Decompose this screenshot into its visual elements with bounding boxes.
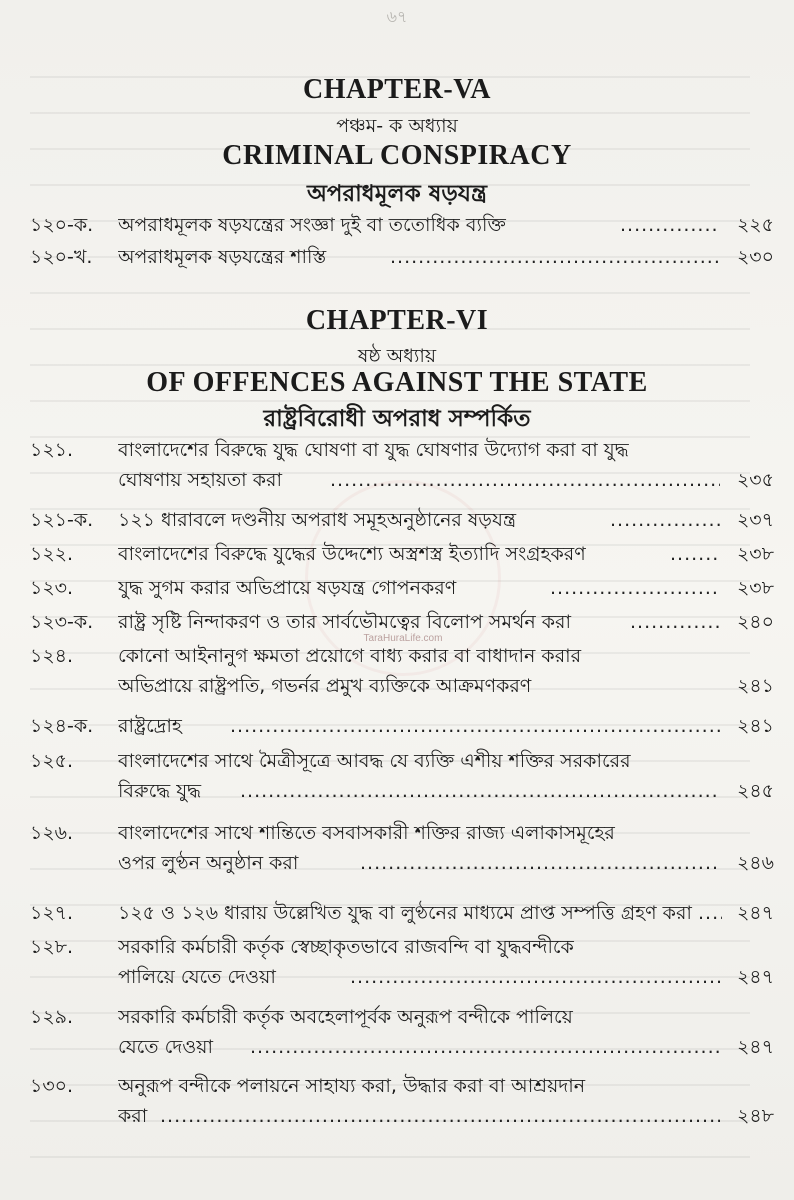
- watermark-text: TaraHuraLife.com: [363, 633, 443, 644]
- chapter-vi-title-bn: রাষ্ট্রবিরোধী অপরাধ সম্পর্কিত: [263, 406, 531, 432]
- section-number: ১২৩-ক.: [30, 611, 94, 633]
- page-number: ২৩৫: [736, 469, 774, 491]
- section-title: যুদ্ধ সুগম করার অভিপ্রায়ে ষড়যন্ত্র গোপনকরণ: [118, 577, 457, 599]
- leader-dots: [630, 607, 720, 637]
- leader-dots: [698, 898, 722, 928]
- page-number: ২৩৮: [736, 577, 774, 599]
- toc-entry[interactable]: [30, 898, 778, 928]
- section-number: ১২১.: [30, 439, 74, 461]
- section-number: ১২০-ক.: [30, 214, 94, 236]
- page-number: ২২৫: [736, 214, 774, 236]
- section-title-cont: যেতে দেওয়া: [118, 1036, 213, 1058]
- section-title: বাংলাদেশের সাথে মৈত্রীসূত্রে আবদ্ধ যে ব্যক্তি এশীয় শক্তির সরকারের: [118, 750, 631, 772]
- toc-entry[interactable]: [30, 1071, 778, 1131]
- leader-dots: [620, 210, 720, 240]
- leader-dots: [550, 573, 720, 603]
- page-number: ২৪১: [736, 715, 774, 737]
- toc-entry[interactable]: [30, 1002, 778, 1062]
- section-number: ১২১-ক.: [30, 509, 94, 531]
- section-title: বাংলাদেশের সাথে শান্তিতে বসবাসকারী শক্তির রাজ্য এলাকাসমূহের: [118, 822, 615, 844]
- section-number: ১৩০.: [30, 1075, 74, 1097]
- section-title: অনুরূপ বন্দীকে পলায়নে সাহায্য করা, উদ্ধার করা বা আশ্রয়দান: [118, 1075, 586, 1097]
- section-number: ১২৩.: [30, 577, 74, 599]
- section-number: ১২৬.: [30, 822, 74, 844]
- section-title: ১২১ ধারাবলে দণ্ডনীয় অপরাধ সমূহঅনুষ্ঠানের ষড়যন্ত্র: [118, 509, 517, 531]
- section-number: ১২০-খ.: [30, 246, 93, 268]
- chapter-va-heading: CHAPTER-VA: [302, 74, 492, 105]
- section-number: ১২২.: [30, 543, 74, 565]
- section-number: ১২৮.: [30, 936, 74, 958]
- leader-dots: [230, 711, 720, 741]
- chapter-vi-heading: CHAPTER-VI: [305, 305, 489, 336]
- section-title-cont: ঘোষণায় সহায়তা করা: [118, 469, 282, 491]
- leader-dots: [390, 242, 720, 272]
- section-title: বাংলাদেশের বিরুদ্ধে যুদ্ধের উদ্দেশ্যে অস্ত্রশস্ত্র ইত্যাদি সংগ্রহকরণ: [118, 543, 586, 565]
- toc-entry[interactable]: [30, 242, 778, 272]
- section-number: ১২৫.: [30, 750, 74, 772]
- section-title-cont: করা: [118, 1105, 148, 1127]
- leader-dots: [360, 848, 720, 878]
- site-watermark: [305, 480, 501, 676]
- page-number: ২৪৭: [736, 966, 774, 988]
- section-number: ১২৪-ক.: [30, 715, 94, 737]
- section-title-cont: পালিয়ে যেতে দেওয়া: [118, 966, 276, 988]
- page-number: ২৪৭: [736, 1036, 774, 1058]
- leader-dots: [240, 776, 720, 806]
- section-title: অপরাধমূলক ষড়যন্ত্রের শাস্তি: [118, 246, 327, 268]
- toc-entry[interactable]: [30, 818, 778, 878]
- leader-dots: [250, 1032, 720, 1062]
- toc-entry[interactable]: [30, 210, 778, 240]
- section-title-cont: ওপর লুণ্ঠন অনুষ্ঠান করা: [118, 852, 299, 874]
- section-title-cont: অভিপ্রায়ে রাষ্ট্রপতি, গভর্নর প্রমুখ ব্যক্তিকে আক্রমণকরণ: [118, 675, 532, 697]
- chapter-va-title-bn: অপরাধমূলক ষড়যন্ত্র: [306, 181, 488, 207]
- leader-dots: [350, 962, 720, 992]
- page-number: ২৪৮: [736, 1105, 774, 1127]
- page-folio: ৬৭: [386, 7, 408, 26]
- page-number: ২৪১: [736, 675, 774, 697]
- section-number: ১২৯.: [30, 1006, 74, 1028]
- section-title-cont: বিরুদ্ধে যুদ্ধ: [118, 780, 202, 802]
- toc-entry[interactable]: [30, 932, 778, 992]
- page-number: ২৩০: [736, 246, 774, 268]
- page-number: ২৩৭: [736, 509, 774, 531]
- toc-entry[interactable]: [30, 711, 778, 741]
- section-title: ১২৫ ও ১২৬ ধারায় উল্লেখিত যুদ্ধ বা লুণ্ঠনের মাধ্যমে প্রাপ্ত সম্পত্তি গ্রহণ করা: [118, 902, 692, 924]
- leader-dots: [670, 539, 720, 569]
- section-title: সরকারি কর্মচারী কর্তৃক অবহেলাপূর্বক অনুরূপ বন্দীকে পালিয়ে: [118, 1006, 573, 1028]
- section-title: অপরাধমূলক ষড়যন্ত্রের সংজ্ঞা দুই বা ততোধিক ব্যক্তি: [118, 214, 506, 236]
- page-number: ২৪৬: [736, 852, 774, 874]
- section-title: রাষ্ট্রদ্রোহ: [118, 715, 182, 737]
- toc-entry[interactable]: [30, 746, 778, 806]
- chapter-va-heading-bn: পঞ্চম- ক অধ্যায়: [336, 115, 458, 137]
- page-number: ২৪৫: [736, 780, 774, 802]
- page-number: ২৩৮: [736, 543, 774, 565]
- section-title: রাষ্ট্র সৃষ্টি নিন্দাকরণ ও তার সার্বভৌমত্বের বিলোপ সমর্থন করা: [118, 611, 571, 633]
- section-title: বাংলাদেশের বিরুদ্ধে যুদ্ধ ঘোষণা বা যুদ্ধ ঘোষণার উদ্যোগ করা বা যুদ্ধ: [118, 439, 629, 461]
- section-title: সরকারি কর্মচারী কর্তৃক স্বেচ্ছাকৃতভাবে রাজবন্দি বা যুদ্ধবন্দীকে: [118, 936, 574, 958]
- chapter-vi-heading-bn: ষষ্ঠ অধ্যায়: [357, 345, 437, 367]
- leader-dots: [610, 505, 720, 535]
- section-number: ১২৪.: [30, 645, 74, 667]
- chapter-vi-title: OF OFFENCES AGAINST THE STATE: [146, 367, 648, 398]
- section-number: ১২৭.: [30, 902, 74, 924]
- leader-dots: [160, 1101, 720, 1131]
- section-title: কোনো আইনানুগ ক্ষমতা প্রয়োগে বাধ্য করার বা বাধাদান করার: [118, 645, 582, 667]
- page-number: ২৪০: [736, 611, 774, 633]
- page-number: ২৪৭: [736, 902, 774, 924]
- chapter-va-title: CRIMINAL CONSPIRACY: [222, 140, 572, 171]
